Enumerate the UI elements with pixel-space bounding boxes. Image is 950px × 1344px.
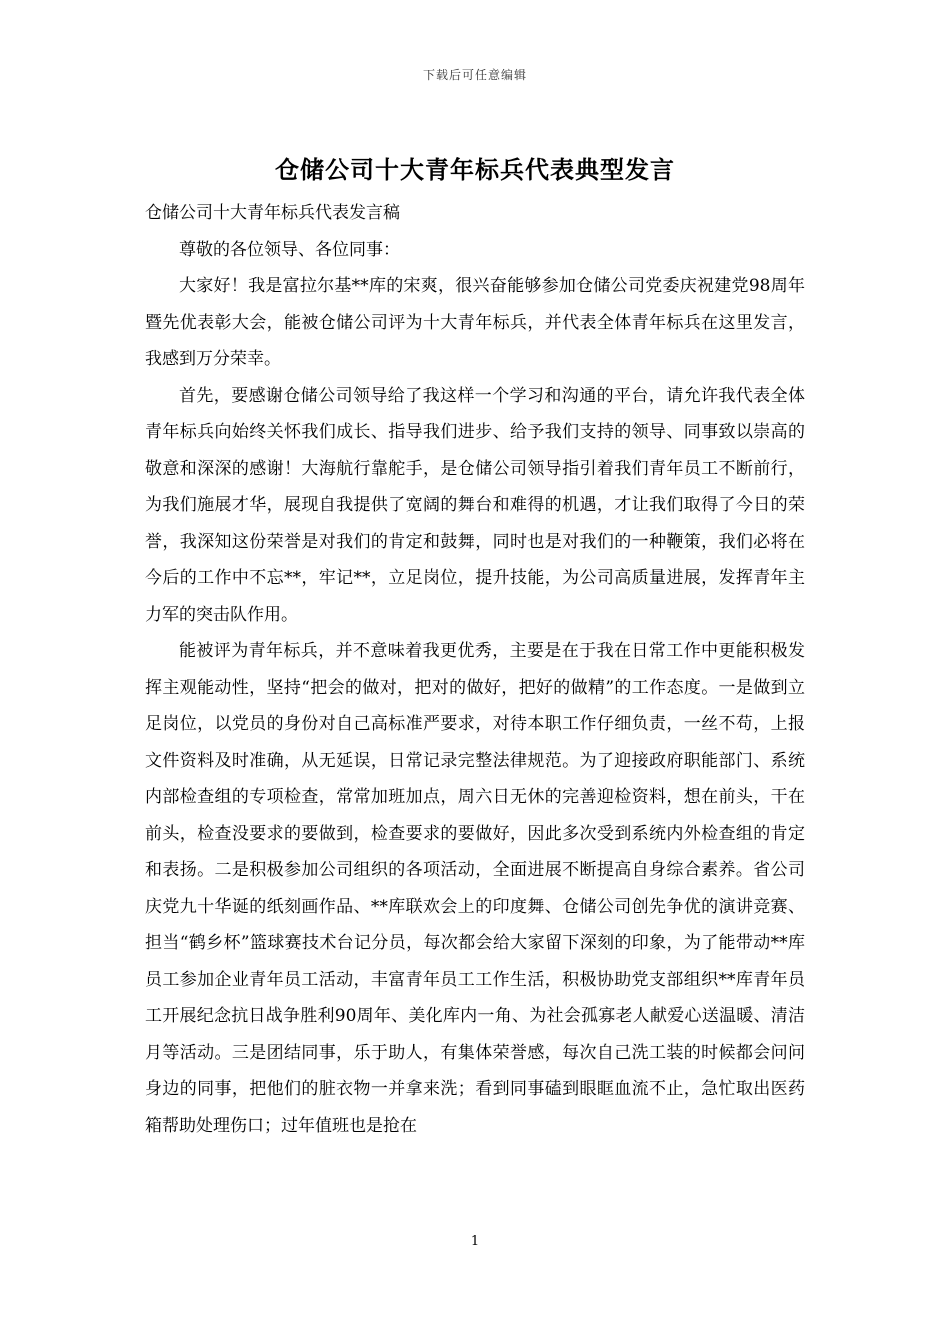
page-header-note: 下载后可任意编辑 (422, 68, 527, 82)
document-body (145, 195, 805, 1144)
document-title: 仓储公司十大青年标兵代表典型发言 (275, 155, 675, 184)
salutation: 尊敬的各位领导、各位同事： (179, 239, 400, 260)
subtitle-line: 仓储公司十大青年标兵代表发言稿 (145, 203, 400, 223)
page-number: 1 (470, 1234, 480, 1249)
paragraph: 大家好！我是富拉尔基**库的宋爽，很兴奋能够参加仓储公司党委庆祝建党98周年暨先优表彰大会，能被仓储公司评为十大青年标兵，并代表全体青年标兵在这里发言，我感到万分荣幸。 (145, 276, 805, 369)
paragraph: 能被评为青年标兵，并不意味着我更优秀，主要是在于我在日常工作中更能积极发挥主观能动性，坚持“把会的做对，把对的做好，把好的做精”的工作态度。一是做到立足岗位，以党员的身份对自己高标准严要求，对待本职工作仔细负责，一丝不苟，上报文件资料及时准确，从无延误，日常记录完整法律规范。为了迎接政府职能部门、系统内部检查组的专项检查，常常加班加点，周六日无休的完善迎检资料，想在前头，干在前头，检查没要求的要做到，检查要求的要做好，因此多次受到系统内外检查组的肯定和表扬。二是积极参加公司组织的各项活动，全面进展不断提高自身综合素养。省公司庆党九十华诞的纸刻画作品、**库联欢会上的印度舞、仓储公司创先争优的演讲竞赛、担当“鹤乡杯”篮球赛技术台记分员，每次都会给大家留下深刻的印象，为了能带动**库员工参加企业青年员工活动，丰富青年员工工作生活，积极协助党支部组织**库青年员工开展纪念抗日战争胜利90周年、美化库内一角、为社会孤寡老人献爱心送温暖、清洁月等活动。三是团结同事，乐于助人，有集体荣誉感，每次自己洗工装的时候都会问问身边的同事，把他们的脏衣物一并拿来洗；看到同事磕到眼眶血流不止，急忙取出医药箱帮助处理伤口；过年值班也是抢在 (145, 641, 805, 1136)
paragraph: 首先，要感谢仓储公司领导给了我这样一个学习和沟通的平台，请允许我代表全体青年标兵向始终关怀我们成长、指导我们进步、给予我们支持的领导、同事致以崇高的敬意和深深的感谢！大海航行靠舵手，是仓储公司领导指引着我们青年员工不断前行，为我们施展才华，展现自我提供了宽阔的舞台和难得的机遇，才让我们取得了今日的荣誉，我深知这份荣誉是对我们的肯定和鼓舞，同时也是对我们的一种鞭策，我们必将在今后的工作中不忘**，牢记**，立足岗位，提升技能，为公司高质量进展，发挥青年主力军的突击队作用。 (145, 385, 805, 625)
